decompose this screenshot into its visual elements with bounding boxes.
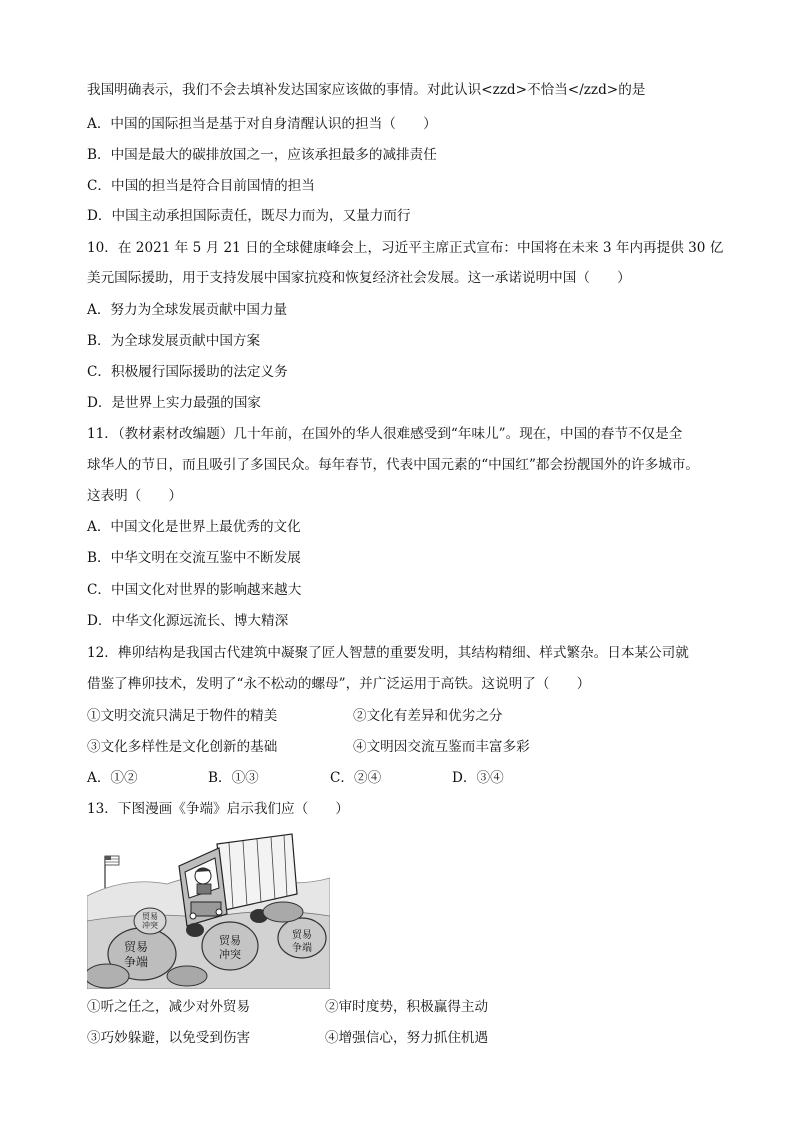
q9-option-c: C．中国的担当是符合目前国情的担当 — [87, 178, 315, 194]
rock-label-middle: 贸易冲突 — [219, 934, 241, 961]
q11-stem-line3: 这表明（ ） — [87, 488, 183, 504]
q11-option-d: D．中华文化源远流长、博大精深 — [87, 613, 289, 629]
q12-stem-line1: 12．榫卯结构是我国古代建筑中凝聚了匠人智慧的重要发明，其结构精细、样式繁杂。日本某公司就 — [87, 645, 689, 661]
q12-option-a: A．①② — [87, 770, 138, 786]
q13-choice-4: ④增强信心，努力抓住机遇 — [325, 1030, 489, 1046]
q12-choice-4: ④文明因交流互鉴而丰富多彩 — [353, 739, 530, 755]
rock-label-right: 贸易争端 — [292, 930, 312, 954]
q11-option-a: A．中国文化是世界上最优秀的文化 — [87, 519, 301, 535]
q10-option-d: D．是世界上实力最强的国家 — [87, 395, 262, 411]
q12-option-b: B．①③ — [208, 770, 259, 786]
q11-stem-line2: 球华人的节日，而且吸引了多国民众。每年春节，代表中国元素的“中国红”都会扮靓国外的许多城市。 — [87, 457, 700, 473]
q9-stem-tail: 我国明确表示，我们不会去填补发达国家应该做的事情。对此认识<zzd>不恰当</zzd>的是 — [87, 82, 646, 98]
q13-choice-3: ③巧妙躲避，以免受到伤害 — [87, 1030, 251, 1046]
q12-stem-line2: 借鉴了榫卯技术，发明了“永不松动的螺母”，并广泛运用于高铁。这说明了（ ） — [87, 676, 591, 692]
q10-option-c: C．积极履行国际援助的法定义务 — [87, 364, 288, 380]
q12-choice-2: ②文化有差异和优劣之分 — [353, 708, 503, 724]
q9-option-b: B．中国是最大的碳排放国之一，应该承担最多的减排责任 — [87, 147, 437, 163]
q12-option-d: D．③④ — [452, 770, 504, 786]
cartoon-dispute-image — [87, 826, 330, 989]
q9-option-a: A．中国的国际担当是基于对自身清醒认识的担当（ ） — [87, 116, 437, 132]
q11-option-b: B．中华文明在交流互鉴中不断发展 — [87, 550, 301, 566]
q12-option-c: C．②④ — [330, 770, 382, 786]
rock-label-small: 贸易冲突 — [142, 912, 158, 930]
q10-option-b: B．为全球发展贡献中国方案 — [87, 333, 261, 349]
q13-choice-2: ②审时度势，积极赢得主动 — [325, 999, 489, 1015]
q11-stem-line1: 11．（教材素材改编题）几十年前，在国外的华人很难感受到“年味儿”。现在，中国的春节不仅是全 — [87, 426, 683, 442]
q13-choice-1: ①听之任之，减少对外贸易 — [87, 999, 251, 1015]
q12-choice-1: ①文明交流只满足于物件的精美 — [87, 708, 278, 724]
q13-stem: 13．下图漫画《争端》启示我们应（ ） — [87, 801, 349, 817]
q10-stem-line1: 10．在 2021 年 5 月 21 日的全球健康峰会上，习近平主席正式宣布：中国将在未来 3 年内再提供 30 亿 — [87, 240, 724, 256]
q10-option-a: A．努力为全球发展贡献中国力量 — [87, 302, 288, 318]
q10-stem-line2: 美元国际援助，用于支持发展中国家抗疫和恢复经济社会发展。这一承诺说明中国（ ） — [87, 270, 631, 286]
q12-choice-3: ③文化多样性是文化创新的基础 — [87, 739, 278, 755]
rock-label-left: 贸易争端 — [123, 940, 149, 969]
q9-option-d: D．中国主动承担国际责任，既尽力而为，又量力而行 — [87, 208, 411, 224]
q11-option-c: C．中国文化对世界的影响越来越大 — [87, 582, 302, 598]
